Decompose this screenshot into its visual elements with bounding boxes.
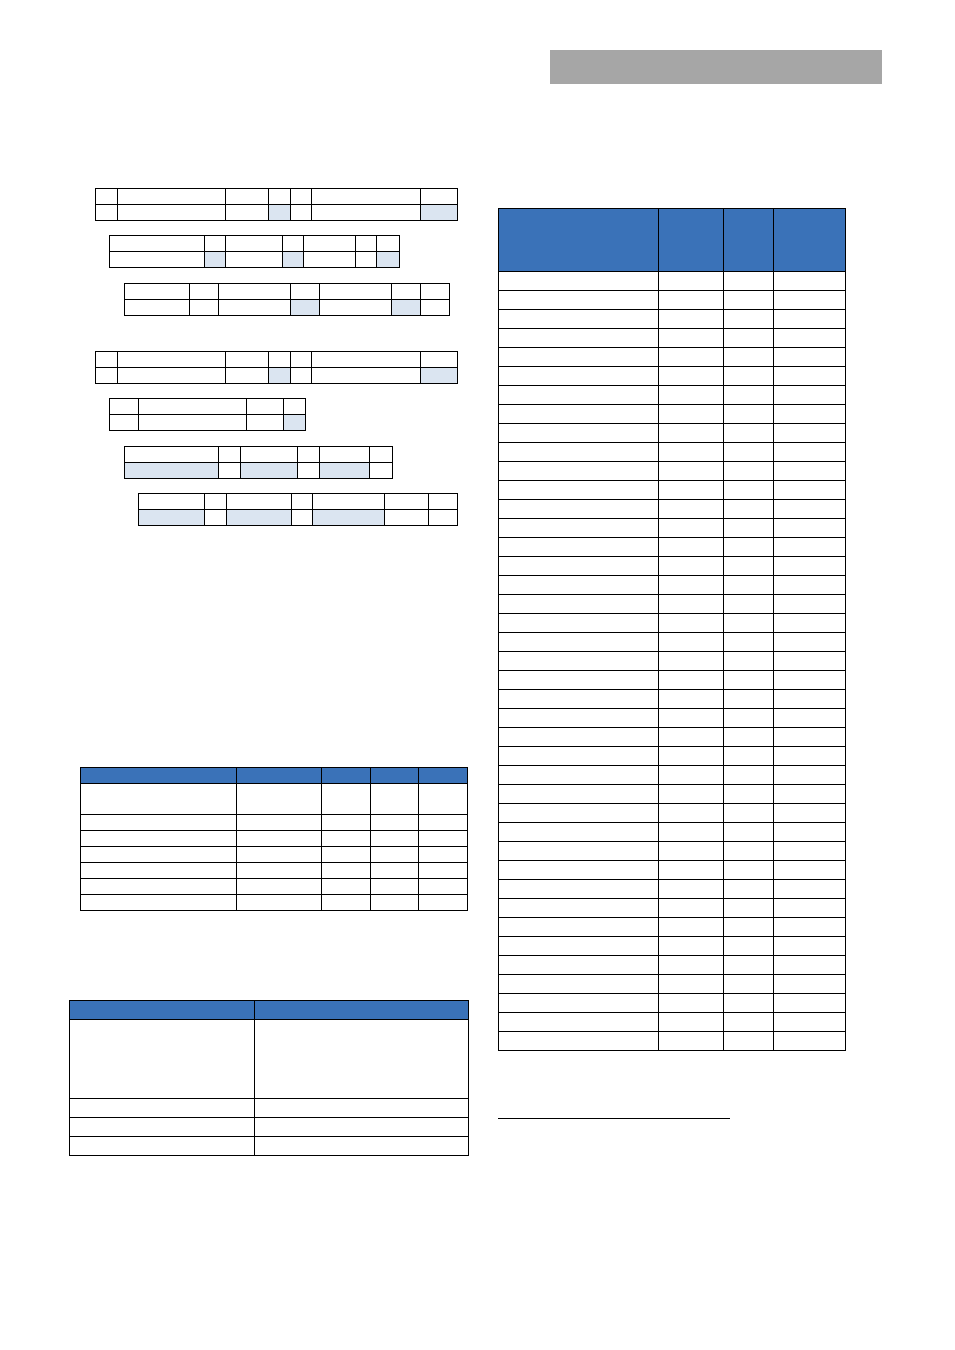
spec-table-c [498,208,846,1051]
register-diagram-2 [109,235,400,268]
section-header-bar [550,50,882,84]
register-diagram-6 [124,446,393,479]
register-diagram-5 [109,398,306,431]
spec-table-a [80,767,468,911]
register-diagram-3 [124,283,450,316]
footnote-divider [498,1118,730,1119]
register-diagram-4 [95,351,458,384]
spec-table-b [69,1000,469,1156]
register-diagram-7 [138,493,458,526]
register-diagram-1 [95,188,458,221]
